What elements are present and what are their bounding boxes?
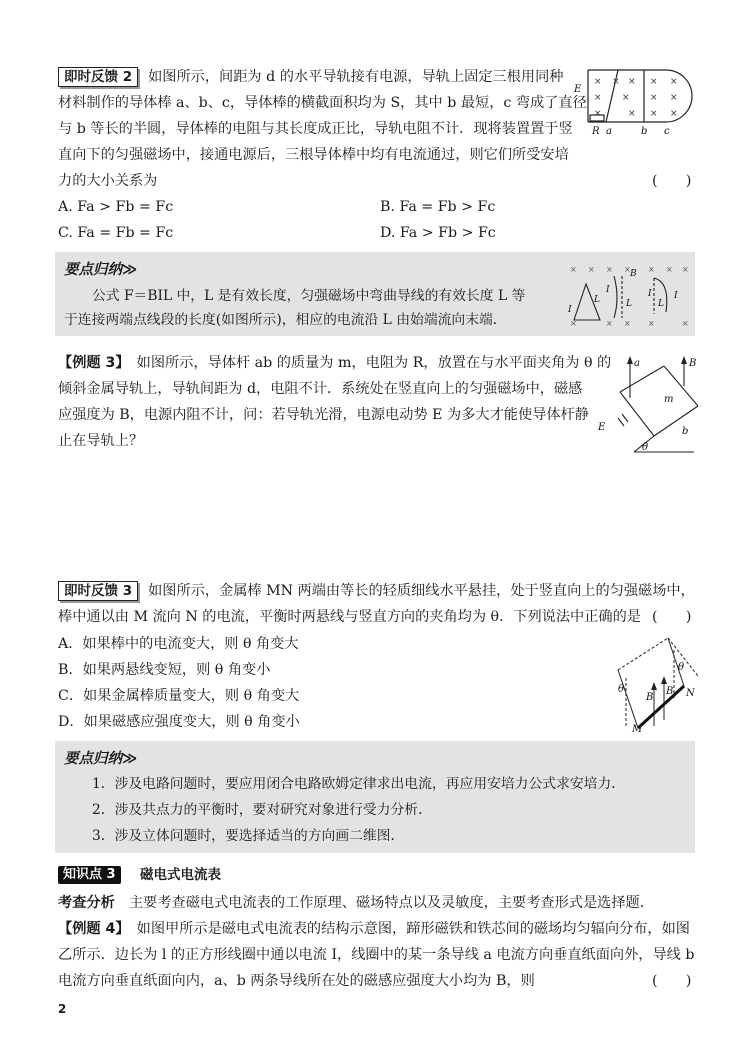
- q2-fig-label-a: a: [606, 126, 612, 137]
- ex4-line-3: 电流方向垂直纸面向内，a、b 两条导线所在处的磁感应强度大小均为 B，则: [58, 973, 535, 989]
- svg-text:×: ×: [570, 319, 577, 328]
- ex4-tag: 【例题 4】: [58, 921, 123, 937]
- q3-figure: [608, 630, 700, 734]
- q3-tag: 即时反馈 3: [58, 581, 138, 601]
- svg-text:N: N: [686, 688, 695, 699]
- summary1-figure: [566, 262, 692, 332]
- svg-text:I: I: [568, 305, 572, 315]
- svg-text:×: ×: [650, 93, 658, 103]
- svg-text:I: I: [606, 285, 610, 295]
- svg-text:×: ×: [594, 77, 602, 87]
- ex3-line-2: 倾斜金属导轨上，导轨间距为 d，电阻不计．系统处在竖直向上的匀强磁场中，磁感: [58, 381, 583, 397]
- q2-fig-label-c: c: [664, 126, 670, 137]
- svg-text:B: B: [666, 686, 674, 697]
- svg-text:×: ×: [606, 265, 613, 274]
- ex3-line-4: 止在导轨上？: [58, 433, 144, 449]
- q2-line-5: 力的大小关系为: [58, 173, 158, 189]
- ex3-line-1: 【例题 3】 如图所示，导体杆 ab 的质量为 m，电阻为 R，放置在与水平面夹角为 θ 的: [58, 355, 612, 371]
- q2-line-1: 即时反馈 2 如图所示，间距为 d 的水平导轨接有电源，导轨上固定三根用同种: [58, 66, 563, 88]
- svg-text:L: L: [658, 299, 664, 309]
- q3-line-1: 即时反馈 3 如图所示，金属棒 MN 两端由等长的轻质细线水平悬挂，处于竖直向上的匀强磁场中，: [58, 580, 695, 602]
- svg-text:B: B: [646, 692, 654, 703]
- svg-text:×: ×: [588, 265, 595, 274]
- q2-figure: [566, 62, 696, 140]
- svg-text:×: ×: [650, 77, 658, 87]
- ex4-line-1: 【例题 4】 如图甲所示是磁电式电流表的结构示意图，蹄形磁铁和铁芯间的磁场均匀辐向分布，如图: [58, 921, 690, 937]
- svg-text:E: E: [598, 422, 606, 433]
- svg-text:×: ×: [628, 77, 636, 87]
- page-number: 2: [58, 1002, 67, 1016]
- q2-line-4: 直向下的匀强磁场中，接通电源后，三根导体棒中均有电流通过，则它们所受安培: [58, 147, 569, 163]
- q2-option-a[interactable]: A. Fa > Fb = Fc: [58, 199, 174, 215]
- svg-text:M: M: [632, 724, 643, 734]
- svg-text:m: m: [664, 394, 674, 405]
- summary1-title: 要点归纳≫: [64, 262, 138, 278]
- svg-text:θ: θ: [678, 662, 685, 673]
- svg-text:×: ×: [606, 319, 613, 328]
- svg-text:×: ×: [594, 93, 602, 103]
- summary2-item-1: 1．涉及电路问题时，要应用闭合电路欧姆定律求出电流，再应用安培力公式求安培力．: [92, 776, 626, 792]
- svg-text:a: a: [634, 358, 640, 369]
- q2-answer-paren: ( ): [652, 173, 692, 189]
- svg-text:I: I: [674, 291, 678, 301]
- summary1-line-1: 公式 F＝BIL 中，L 是有效长度，匀强磁场中弯曲导线的有效长度 L 等: [92, 288, 526, 304]
- q2-option-d[interactable]: D. Fa > Fb > Fc: [380, 225, 496, 241]
- svg-text:×: ×: [648, 265, 655, 274]
- svg-text:×: ×: [682, 265, 689, 274]
- kp3-analysis-label: 考查分析: [58, 895, 115, 911]
- svg-text:I: I: [648, 289, 652, 299]
- svg-text:×: ×: [666, 265, 673, 274]
- summary1-line-2: 于连接两端点线段的长度(如图所示)，相应的电流沿 L 由始端流向末端．: [64, 312, 507, 328]
- svg-text:×: ×: [570, 265, 577, 274]
- svg-text:×: ×: [612, 77, 620, 87]
- svg-text:θ: θ: [642, 442, 649, 453]
- q2-fig-label-E: E: [574, 84, 582, 95]
- q3-option-b[interactable]: B．如果两悬线变短，则 θ 角变小: [58, 662, 271, 678]
- svg-text:×: ×: [648, 319, 655, 328]
- q2-option-b[interactable]: B. Fa = Fb > Fc: [380, 199, 496, 215]
- svg-text:L: L: [626, 299, 632, 309]
- q2-fig-label-R: R: [592, 126, 600, 137]
- q2-option-c[interactable]: C. Fa = Fb = Fc: [58, 225, 174, 241]
- kp3-badge: 知识点 3: [58, 866, 121, 884]
- q3-option-a[interactable]: A．如果棒中的电流变大，则 θ 角变大: [58, 636, 299, 652]
- svg-text:×: ×: [670, 77, 678, 87]
- q3-line-2: 棒中通以由 M 流向 N 的电流，平衡时两悬线与竖直方向的夹角均为 θ．下列说法中正确的是: [58, 609, 641, 625]
- svg-text:×: ×: [622, 93, 630, 103]
- ex3-tag: 【例题 3】: [58, 355, 123, 371]
- q2-line-3: 与 b 等长的半圆，导体棒的电阻与其长度成正比，导轨电阻不计．现将装置置于竖: [58, 121, 573, 137]
- q3-option-d[interactable]: D．如果磁感应强度变大，则 θ 角变小: [58, 714, 300, 730]
- svg-text:×: ×: [594, 109, 602, 119]
- ex3-line-3: 应强度为 B，电源内阻不计，问：若导轨光滑，电源电动势 E 为多大才能使导体杆静: [58, 407, 589, 423]
- svg-text:×: ×: [650, 109, 658, 119]
- svg-text:B: B: [689, 358, 697, 369]
- svg-text:b: b: [682, 426, 689, 437]
- svg-text:×: ×: [624, 265, 631, 274]
- q3-option-c[interactable]: C．如果金属棒质量变大，则 θ 角变大: [58, 688, 300, 704]
- ex4-answer-paren: ( ): [652, 973, 692, 989]
- summary2-item-2: 2．涉及共点力的平衡时，要对研究对象进行受力分析．: [92, 802, 432, 818]
- summary2-item-3: 3．涉及立体问题时，要选择适当的方向画二维图．: [92, 828, 405, 844]
- svg-text:θ: θ: [618, 684, 625, 695]
- summary2-title: 要点归纳≫: [64, 751, 138, 767]
- svg-text:×: ×: [682, 319, 689, 328]
- svg-text:L: L: [594, 295, 600, 305]
- svg-text:×: ×: [670, 93, 678, 103]
- kp3-title: 磁电式电流表: [140, 867, 221, 883]
- q3-answer-paren: ( ): [652, 609, 692, 625]
- svg-text:×: ×: [670, 109, 678, 119]
- q2-fig-label-b: b: [641, 126, 648, 137]
- ex4-line-2: 乙所示．边长为 l 的正方形线圈中通以电流 I，线圈中的某一条导线 a 电流方向垂直纸面向外，导线 b: [58, 947, 695, 963]
- svg-text:×: ×: [624, 319, 631, 328]
- svg-text:×: ×: [628, 109, 636, 119]
- ex3-figure: [594, 352, 700, 462]
- svg-text:B: B: [630, 269, 637, 279]
- q2-tag: 即时反馈 2: [58, 67, 138, 87]
- kp3-analysis-line: 考查分析 主要考查磁电式电流表的工作原理、磁场特点以及灵敏度，主要考查形式是选择题．: [58, 895, 654, 911]
- q2-line-2: 材料制作的导体棒 a、b、c，导体棒的横截面积均为 S，其中 b 最短，c 弯成了直径: [58, 95, 587, 111]
